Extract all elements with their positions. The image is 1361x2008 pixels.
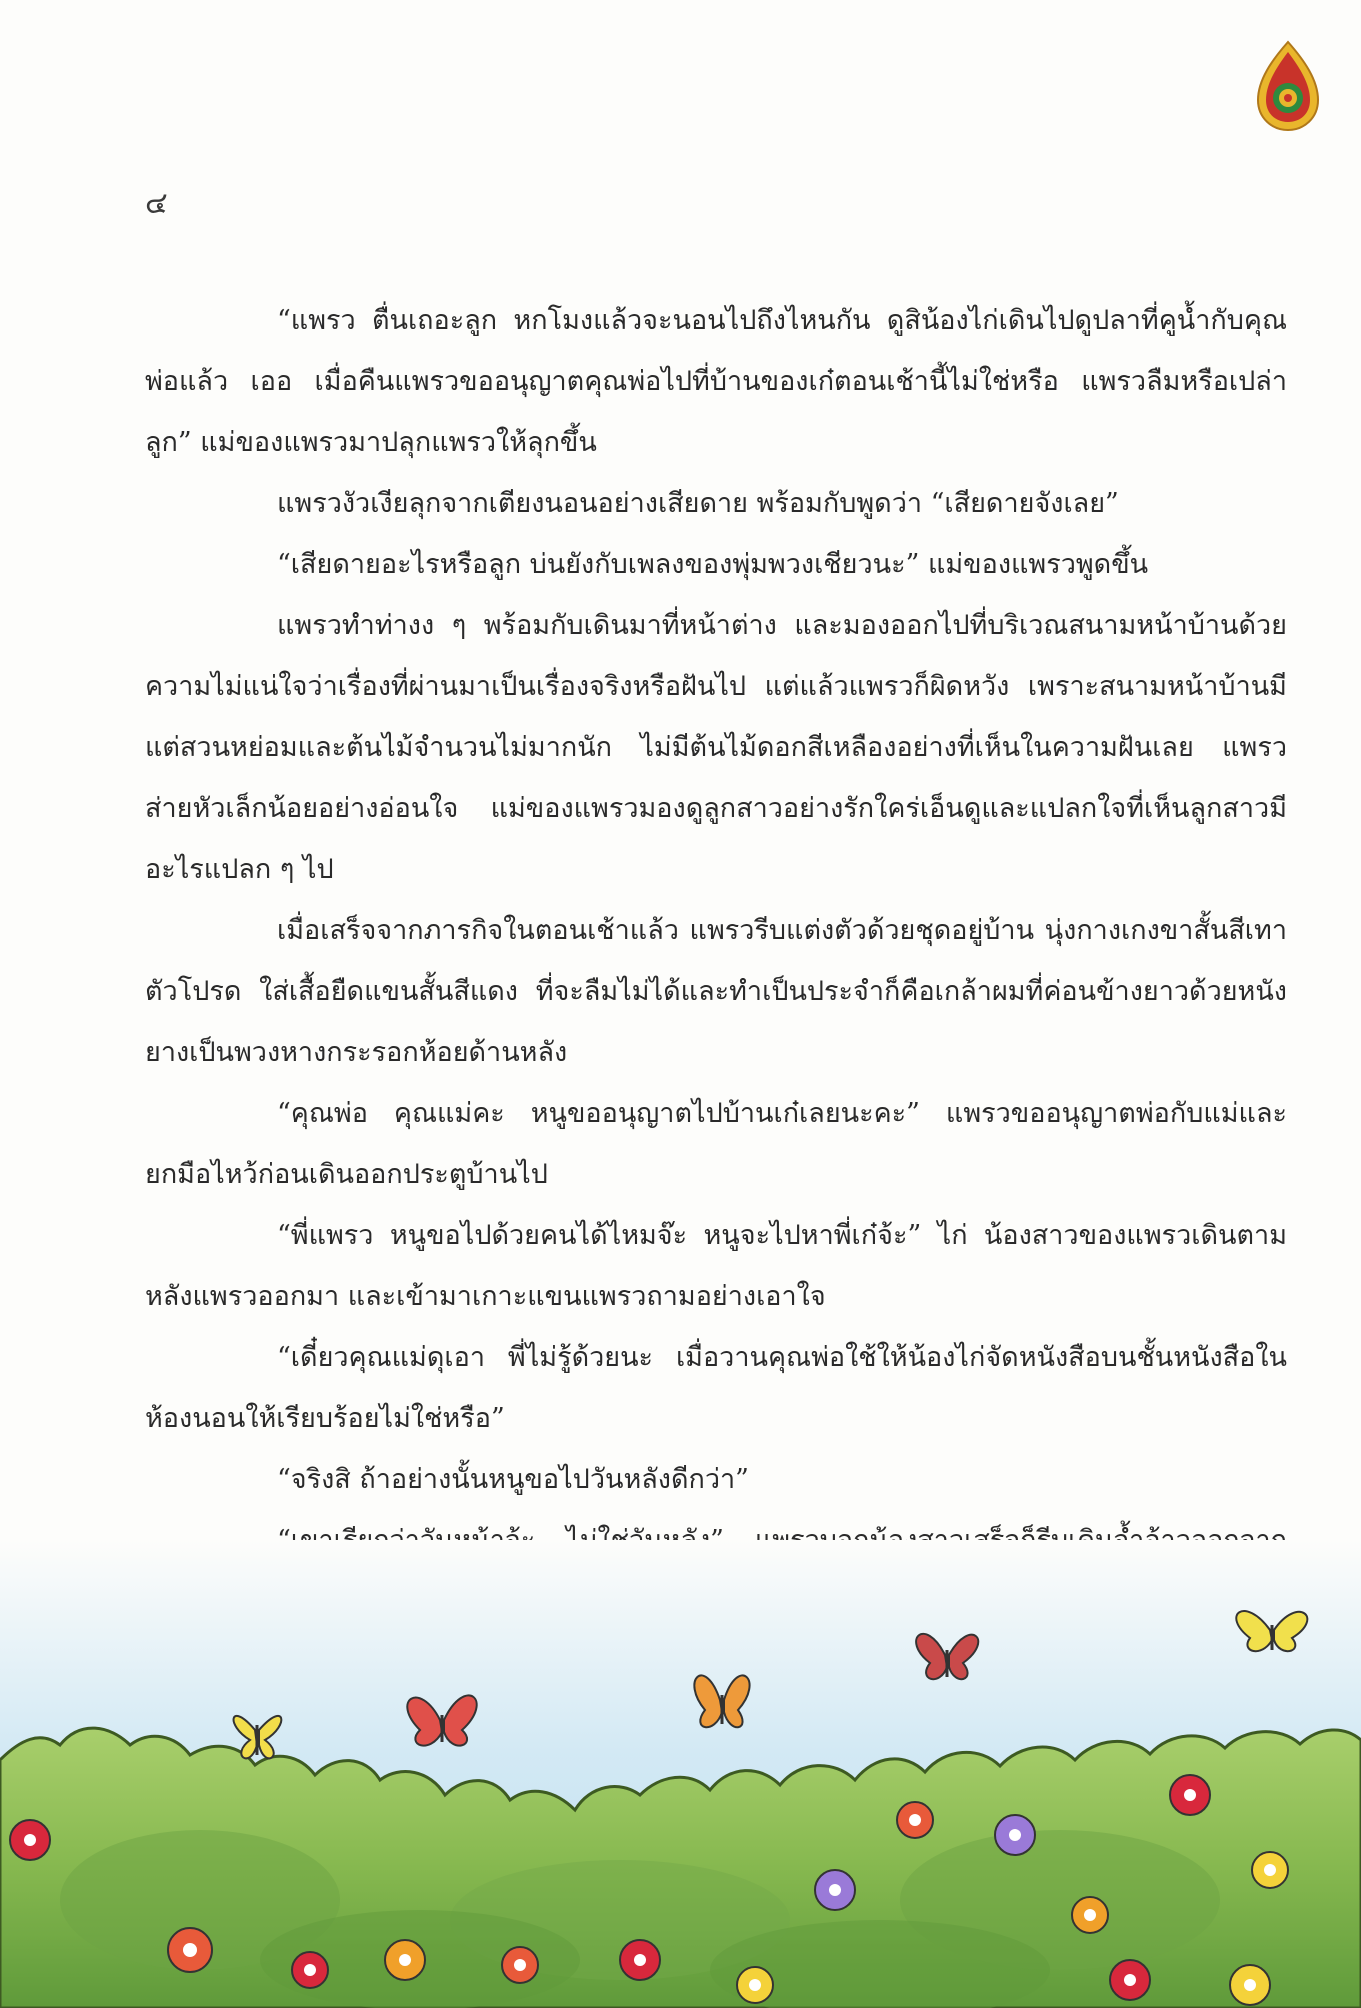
page-number: ๔ [145,186,168,221]
flower-icon [1170,1775,1210,1815]
paragraph: “จริงสิ ถ้าอย่างนั้นหนูขอไปวันหลังดีกว่า” [277,1464,749,1495]
paragraph: “พี่แพรว หนูขอไปด้วยคนได้ไหมจ๊ะ หนูจะไปหาพี่เก๋จ้ะ” ไก่ น้องสาวของแพรวเดินตามหลังแพรวออกมา และเข้ามาเกาะแขนแพรวถามอย่างเอาใจ [145,1220,1287,1312]
flower-icon [995,1815,1035,1855]
flower-icon [1072,1897,1108,1933]
flower-icon [292,1952,328,1988]
flower-icon [168,1928,212,1972]
paragraph: “เดี๋ยวคุณแม่ดุเอา พี่ไม่รู้ด้วยนะ เมื่อวานคุณพ่อใช้ให้น้องไก่จัดหนังสือบนชั้นหนังสือในห้องนอนให้เรียบร้อยไม่ใช่หรือ” [145,1342,1287,1434]
flower-icon [1110,1960,1150,2000]
flower-icon [1252,1852,1288,1888]
flower-icon [737,1967,773,2003]
garden-illustration [0,1540,1361,2008]
flower-icon [385,1940,425,1980]
flower-icon [1230,1965,1270,2005]
paragraph: แพรวทำท่างง ๆ พร้อมกับเดินมาที่หน้าต่าง และมองออกไปที่บริเวณสนามหน้าบ้านด้วยความไม่แน่ใจว่าเรื่องที่ผ่านมาเป็นเรื่องจริงหรือฝันไป แต่แล้วแพรวก็ผิดหวัง เพราะสนามหน้าบ้านมีแต่สวนหย่อมและต้นไม้จำนวนไม่มากนัก ไม่มีต้นไม้ดอกสีเหลืองอย่างที่เห็นในความฝันเลย แพรวส่ายหัวเล็กน้อยอย่างอ่อนใจ แม่ของแพรวมองดูลูกสาวอย่างรักใคร่เอ็นดูและแปลกใจที่เห็นลูกสาวมีอะไรแปลก ๆ ไป [145,610,1287,885]
flower-icon [620,1940,660,1980]
flower-icon [10,1820,50,1860]
paragraph: “แพรว ตื่นเถอะลูก หกโมงแล้วจะนอนไปถึงไหนกัน ดูสิน้องไก่เดินไปดูปลาที่คูน้ำกับคุณพ่อแล้ว เออ เมื่อคืนแพรวขออนุญาตคุณพ่อไปที่บ้านของเก๋ตอนเช้านี้ไม่ใช่หรือ แพรวลืมหรือเปล่าลูก” แม่ของแพรวมาปลุกแพรวให้ลุกขึ้น [145,305,1287,458]
royal-emblem-icon [1252,40,1324,132]
paragraph: เมื่อเสร็จจากภารกิจในตอนเช้าแล้ว แพรวรีบแต่งตัวด้วยชุดอยู่บ้าน นุ่งกางเกงขาสั้นสีเทาตัวโปรด ใส่เสื้อยืดแขนสั้นสีแดง ที่จะลืมไม่ได้และทำเป็นประจำก็คือเกล้าผมที่ค่อนข้างยาวด้วยหนังยางเป็นพวงหางกระรอกห้อยด้านหลัง [145,915,1287,1068]
flower-icon [815,1870,855,1910]
paragraph: “คุณพ่อ คุณแม่คะ หนูขออนุญาตไปบ้านเก๋เลยนะคะ” แพรวขออนุญาตพ่อกับแม่และยกมือไหว้ก่อนเดินออกประตูบ้านไป [145,1098,1287,1190]
paragraph: แพรวงัวเงียลุกจากเตียงนอนอย่างเสียดาย พร้อมกับพูดว่า “เสียดายจังเลย” [277,488,1119,519]
paragraph: “เสียดายอะไรหรือลูก บ่นยังกับเพลงของพุ่มพวงเชียวนะ” แม่ของแพรวพูดขึ้น [277,549,1149,580]
story-text [145,290,1287,1632]
flower-icon [502,1947,538,1983]
flower-icon [897,1802,933,1838]
